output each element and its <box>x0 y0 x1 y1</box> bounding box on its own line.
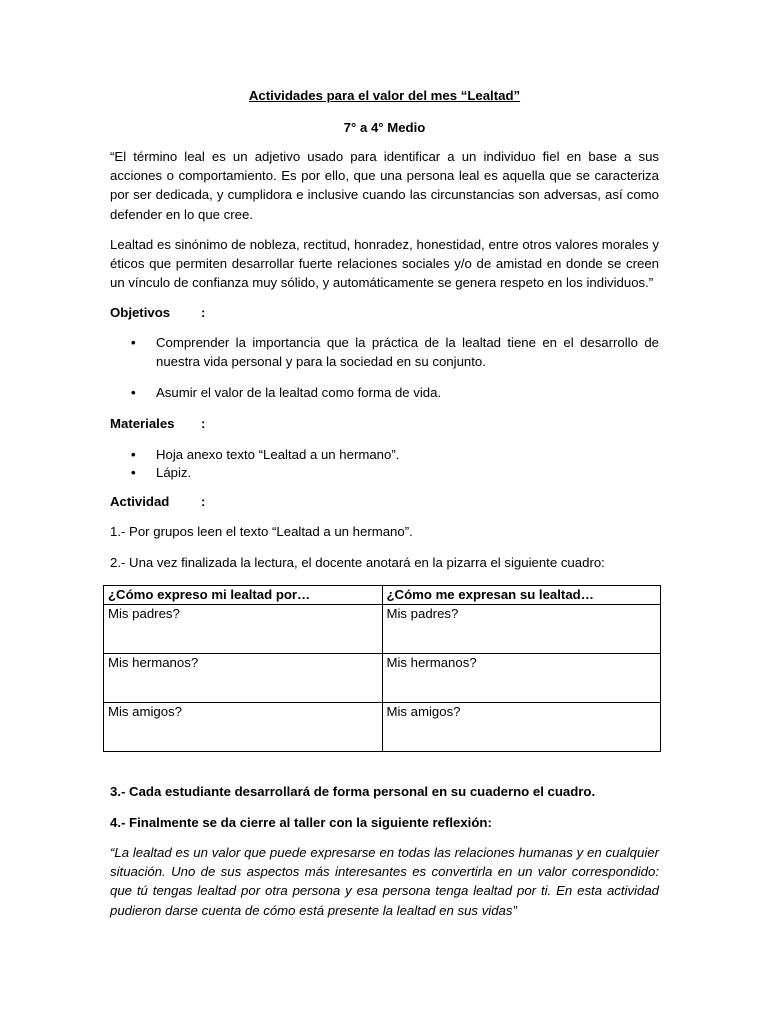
lealtad-table <box>103 585 661 752</box>
actividad-label: Actividad <box>110 494 170 509</box>
table-cell: Mis padres? <box>382 605 661 654</box>
objetivos-colon: : <box>201 305 206 320</box>
table-header-cell: ¿Cómo expreso mi lealtad por… <box>104 586 383 605</box>
table-row <box>104 654 661 703</box>
table-cell: Mis hermanos? <box>104 654 383 703</box>
table-row <box>104 605 661 654</box>
objetivo-item-2: Asumir el valor de la lealtad como forma de vida. <box>156 385 442 400</box>
bullet-icon: • <box>131 447 136 462</box>
table-cell: Mis amigos? <box>104 703 383 752</box>
actividad-heading <box>110 492 206 511</box>
document-title: Actividades para el valor del mes “Lealtad” <box>248 88 521 103</box>
list-item <box>110 445 659 464</box>
list-item <box>110 463 659 482</box>
material-item-1: Hoja anexo texto “Lealtad a un hermano”. <box>156 447 400 462</box>
list-item <box>110 383 659 402</box>
bullet-icon: • <box>131 335 136 350</box>
bullet-icon: • <box>131 465 136 480</box>
bullet-icon: • <box>131 385 136 400</box>
document-subtitle: 7° a 4° Medio <box>343 120 426 135</box>
material-item-2: Lápiz. <box>156 465 192 480</box>
actividad-step-3: 3.- Cada estudiante desarrollará de forma personal en su cuaderno el cuadro. <box>110 784 596 799</box>
table-header-row <box>104 586 661 605</box>
table-cell: Mis amigos? <box>382 703 661 752</box>
materiales-heading <box>110 414 206 433</box>
table-header-cell: ¿Cómo me expresan su lealtad… <box>382 586 661 605</box>
list-item <box>110 333 659 371</box>
materiales-colon: : <box>201 416 206 431</box>
actividad-colon: : <box>201 494 206 509</box>
materiales-label: Materiales <box>110 416 175 431</box>
objetivo-item-1: Comprender la importancia que la práctica de la lealtad tiene en el desarrollo de nuestra vida personal y para la sociedad en su conjunto. <box>156 335 659 370</box>
table-cell: Mis padres? <box>104 605 383 654</box>
intro-paragraph-1: “El término leal es un adjetivo usado para identificar a un individuo fiel en base a sus acciones o comportamiento. Es por ello, que una persona leal es aquella que se caracteriza por ser dedicada, y cumplidora e inclusive cuando las circunstancias son adversas, así como defender en lo que cree. <box>110 149 659 222</box>
table-row <box>104 703 661 752</box>
objetivos-label: Objetivos <box>110 305 171 320</box>
intro-paragraph-2: Lealtad es sinónimo de nobleza, rectitud, honradez, honestidad, entre otros valores morales y éticos que permiten desarrollar fuerte relaciones sociales y/o de amistad en donde se creen un vínculo de confianza muy sólido, y automáticamente se genera respeto en los individuos.” <box>110 237 659 291</box>
actividad-step-2: 2.- Una vez finalizada la lectura, el docente anotará en la pizarra el siguiente cuadro: <box>110 555 605 570</box>
actividad-step-4: 4.- Finalmente se da cierre al taller con la siguiente reflexión: <box>110 815 492 830</box>
table-cell: Mis hermanos? <box>382 654 661 703</box>
reflection-quote: “La lealtad es un valor que puede expresarse en todas las relaciones humanas y en cualquier situación. Uno de sus aspectos más interesantes es convertirla en un valor correspondido: que tú tengas lealtad por otra persona y esa persona tenga lealtad por ti. En esta actividad pudieron darse cuenta de cómo está presente la lealtad en sus vidas” <box>110 845 659 918</box>
objetivos-heading <box>110 303 206 322</box>
actividad-step-1: 1.- Por grupos leen el texto “Lealtad a un hermano”. <box>110 524 413 539</box>
